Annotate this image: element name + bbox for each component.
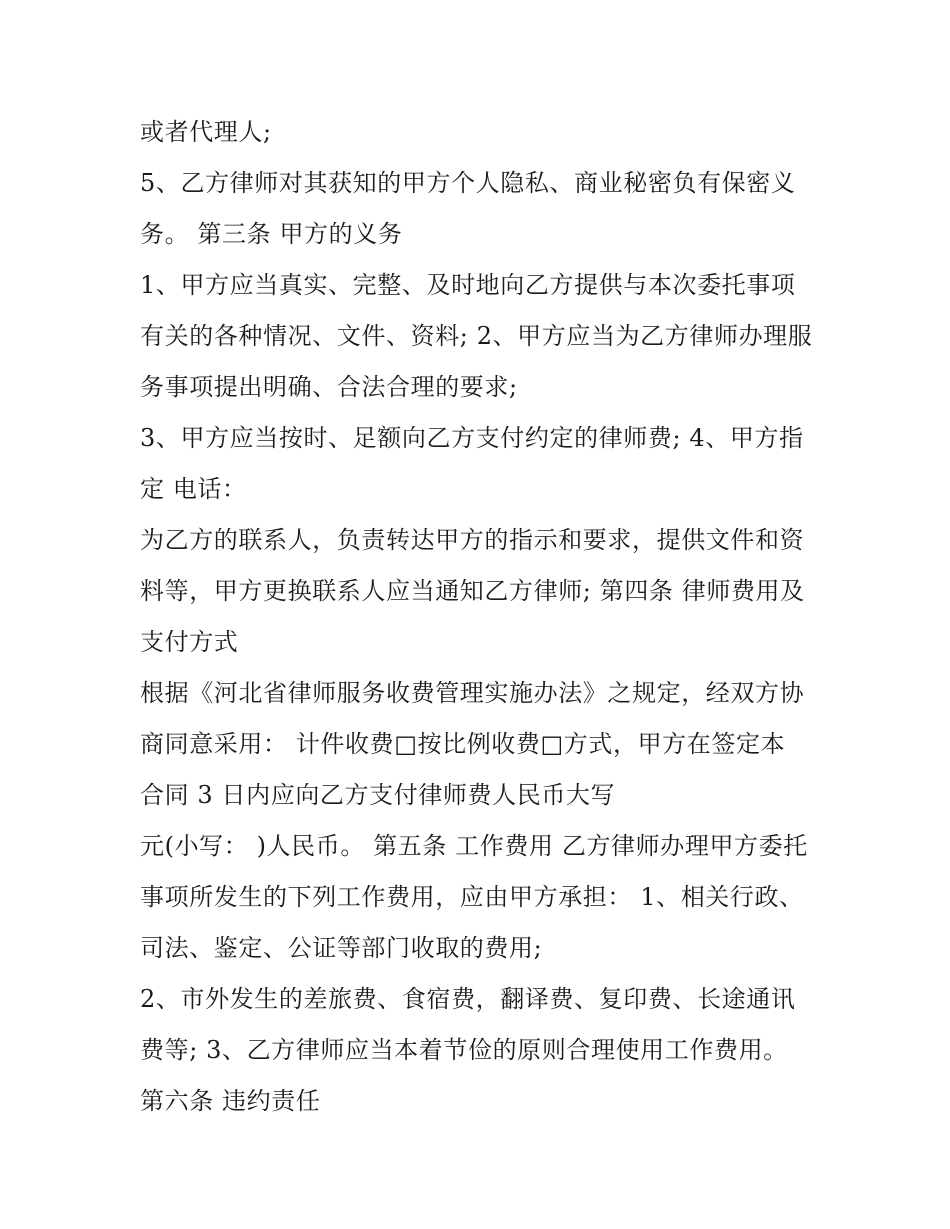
document-body <box>140 107 840 1127</box>
text-line: 元(小写： )人民币。 第五条 工作费用 乙方律师办理甲方委托 <box>140 832 808 860</box>
text-line: 根据《河北省律师服务收费管理实施办法》之规定，经双方协 <box>140 679 805 707</box>
text-line: 3、甲方应当按时、足额向乙方支付约定的律师费; 4、甲方指 <box>140 424 804 452</box>
text-line: 费等; 3、乙方律师应当本着节俭的原则合理使用工作费用。 <box>140 1036 788 1064</box>
text-line: 1、甲方应当真实、完整、及时地向乙方提供与本次委托事项 <box>140 271 796 299</box>
text-line: 商同意采用： 计件收费□按比例收费□方式，甲方在签定本 <box>140 730 786 758</box>
text-line: 为乙方的联系人，负责转达甲方的指示和要求，提供文件和资 <box>140 526 805 554</box>
text-line: 料等，甲方更换联系人应当通知乙方律师; 第四条 律师费用及 <box>140 577 805 605</box>
text-line: 合同 3 日内应向乙方支付律师费人民币大写 <box>140 781 616 809</box>
text-line: 务。 第三条 甲方的义务 <box>140 220 403 248</box>
text-line: 有关的各种情况、文件、资料; 2、甲方应当为乙方律师办理服 <box>140 322 813 350</box>
text-line: 司法、鉴定、公证等部门收取的费用; <box>140 934 543 962</box>
text-line: 5、乙方律师对其获知的甲方个人隐私、商业秘密负有保密义 <box>140 169 796 197</box>
text-line: 定 电话： <box>140 475 247 503</box>
text-line: 或者代理人; <box>140 118 272 146</box>
text-line: 2、市外发生的差旅费、食宿费，翻译费、复印费、长途通讯 <box>140 985 796 1013</box>
text-line: 第六条 违约责任 <box>140 1087 321 1115</box>
text-line: 事项所发生的下列工作费用，应由甲方承担： 1、相关行政、 <box>140 883 804 911</box>
text-line: 务事项提出明确、合法合理的要求; <box>140 373 518 401</box>
text-line: 支付方式 <box>140 628 239 656</box>
